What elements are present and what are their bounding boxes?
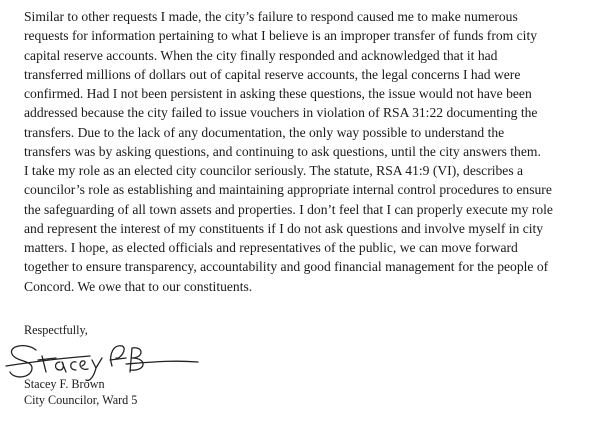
paragraph-line: capital reserve accounts. When the city finally responded and acknowledged that it had (24, 47, 498, 63)
paragraph-line: councilor’s role as establishing and maintaining appropriate internal control procedures to ensure (24, 182, 552, 198)
paragraph-line: and represent the interest of my constituents if I do not ask questions and involve myself in city (24, 220, 544, 236)
paragraph-line: together to ensure transparency, accountability and good financial management for the people of (24, 259, 549, 275)
paragraph-records-requests (24, 7, 604, 161)
paragraph-line: transfers. Due to the lack of any documentation, the only way possible to understand the (24, 124, 505, 140)
closing-salutation: Respectfully, (24, 323, 88, 337)
paragraph-line: confirmed. Had I not been persistent in asking these questions, the issue would not have been (24, 86, 532, 102)
paragraph-line: transferred millions of dollars out of capital reserve accounts, the legal concerns I had were (24, 66, 521, 82)
paragraph-line: Concord. We owe that to our constituents. (24, 278, 253, 294)
paragraph-line: transfers was by asking questions, and continuing to ask questions, until the city answers them. (24, 144, 541, 160)
signer-title: City Councilor, Ward 5 (24, 393, 138, 407)
paragraph-line: the safeguarding of all town assets and properties. I don’t feel that I can properly execute my role (24, 201, 553, 217)
paragraph-line: Similar to other requests I made, the city’s failure to respond caused me to make numerous (24, 9, 518, 24)
paragraph-line: I take my role as an elected city councilor seriously. The statute, RSA 41:9 (VI), describes a (24, 163, 524, 178)
paragraph-councilor-role (24, 161, 604, 296)
paragraph-line: matters. I hope, as elected officials and representatives of the public, we can move forward (24, 240, 518, 256)
paragraph-line: addressed because the city failed to issue vouchers in violation of RSA 31:22 documenting the (24, 105, 538, 121)
paragraph-line: requests for information pertaining to what I believe is an improper transfer of funds from city (24, 28, 538, 44)
signer-name: Stacey F. Brown (24, 377, 105, 391)
